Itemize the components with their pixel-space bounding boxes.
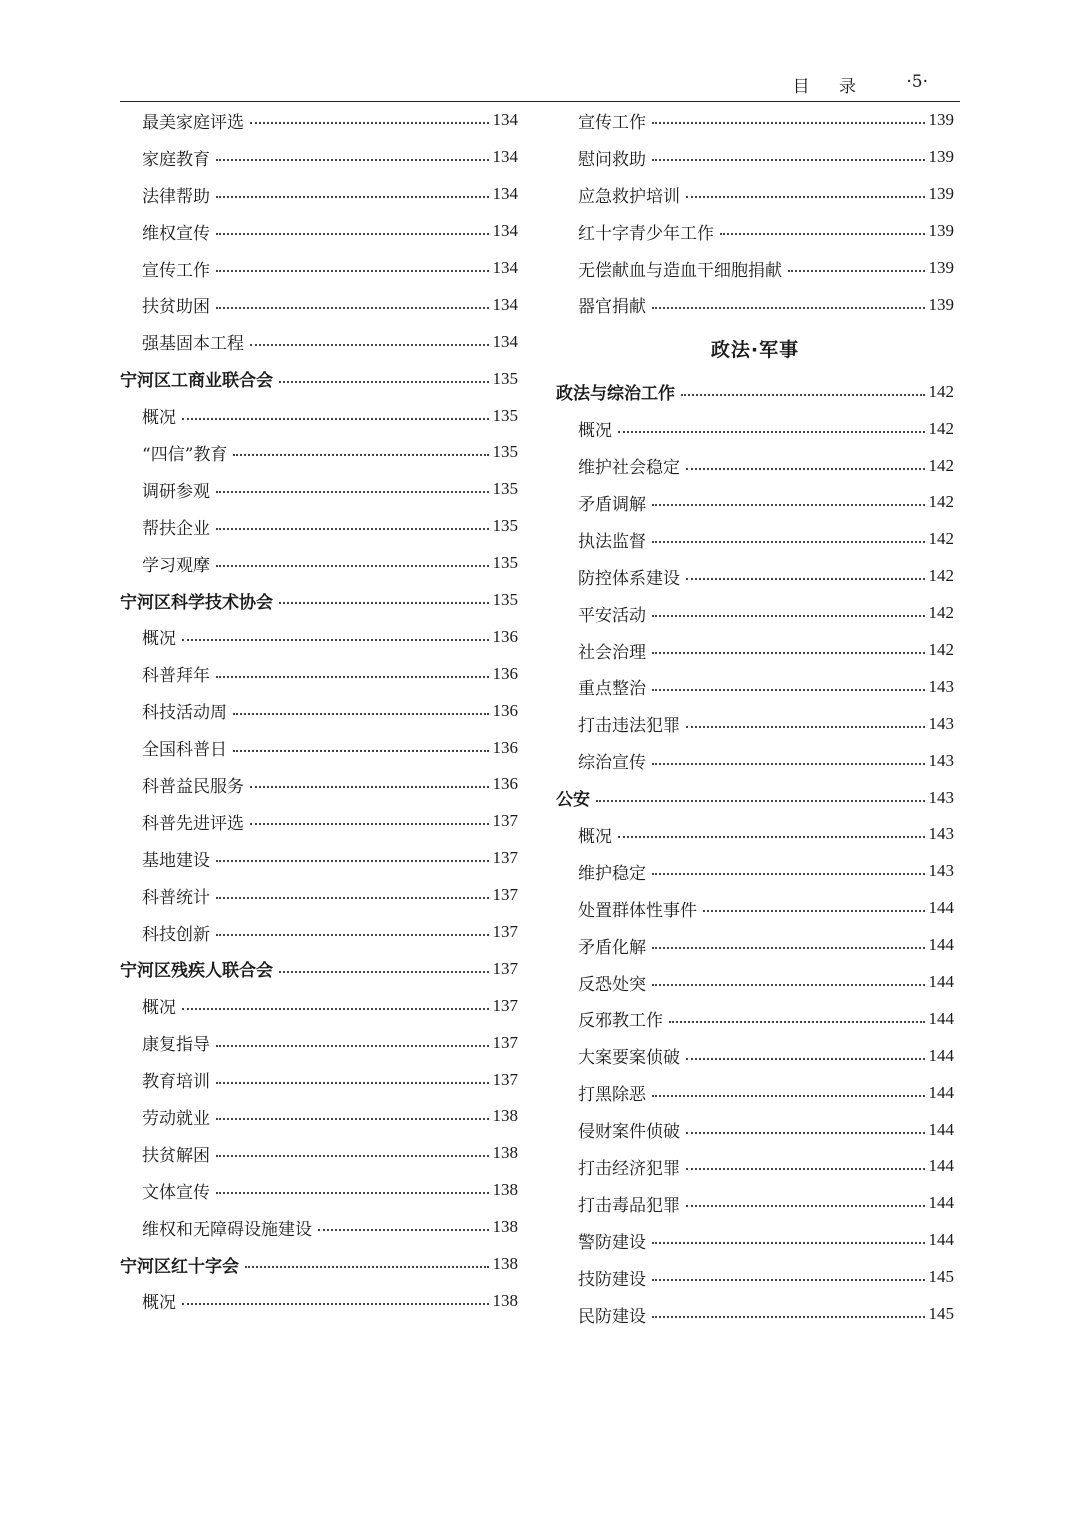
toc-left-column: [120, 102, 518, 1319]
dot-leader: [216, 1155, 489, 1157]
toc-entry[interactable]: [120, 471, 518, 508]
toc-entry-page: 138: [492, 1106, 518, 1126]
dot-leader: [216, 565, 489, 567]
toc-entry[interactable]: [556, 139, 954, 176]
toc-entry[interactable]: [120, 1172, 518, 1209]
toc-entry-label: 概况: [578, 421, 612, 442]
toc-entry[interactable]: [556, 447, 954, 484]
dot-leader: [250, 344, 489, 346]
toc-entry-page: 142: [928, 529, 954, 549]
dot-leader: [182, 418, 489, 420]
toc-entry-label: 宁河区残疾人联合会: [120, 961, 273, 982]
toc-entry-page: 139: [928, 147, 954, 167]
toc-entry-page: 142: [928, 640, 954, 660]
toc-entry[interactable]: [556, 816, 954, 853]
toc-entry-page: 137: [492, 922, 518, 942]
toc-entry[interactable]: [120, 397, 518, 434]
toc-entry-page: 144: [928, 1193, 954, 1213]
toc-entry-page: 137: [492, 811, 518, 831]
toc-entry[interactable]: [556, 1000, 954, 1037]
toc-entry-label: 警防建设: [578, 1232, 646, 1253]
dot-leader: [652, 541, 925, 543]
toc-entry-label: 调研参观: [142, 481, 210, 502]
dot-leader: [652, 122, 925, 124]
toc-entry-page: 143: [928, 713, 954, 733]
toc-entry-page: 144: [928, 972, 954, 992]
toc-entry-page: 137: [492, 958, 518, 978]
dot-leader: [652, 873, 925, 875]
dot-leader: [686, 196, 925, 198]
toc-entry[interactable]: [556, 853, 954, 890]
toc-entry-page: 142: [928, 418, 954, 438]
toc-entry[interactable]: [120, 840, 518, 877]
toc-entry[interactable]: [120, 803, 518, 840]
toc-entry-page: 144: [928, 1156, 954, 1176]
dot-leader: [652, 652, 925, 654]
toc-entry-page: 135: [492, 516, 518, 536]
dot-leader: [245, 1266, 489, 1268]
toc-entry-label: 侵财案件侦破: [578, 1122, 680, 1143]
dot-leader: [279, 971, 489, 973]
toc-entry-page: 135: [492, 590, 518, 610]
toc-entry-page: 134: [492, 147, 518, 167]
dot-leader: [279, 381, 489, 383]
toc-entry-label: 宣传工作: [142, 260, 210, 281]
toc-entry-label: 红十字青少年工作: [578, 223, 714, 244]
toc-entry-label: 维护稳定: [578, 863, 646, 884]
toc-entry-label: 宁河区科学技术协会: [120, 592, 273, 613]
toc-right-bottom: [556, 373, 954, 1332]
toc-entry-label: 处置群体性事件: [578, 900, 697, 921]
dot-leader: [233, 454, 488, 456]
toc-entry-label: 帮扶企业: [142, 518, 210, 539]
toc-entry[interactable]: [556, 890, 954, 927]
toc-entry[interactable]: [120, 250, 518, 287]
toc-entry[interactable]: [120, 213, 518, 250]
dot-leader: [720, 233, 925, 235]
toc-entry-label: 大案要案侦破: [578, 1048, 680, 1069]
toc-entry-page: 142: [928, 492, 954, 512]
toc-entry-label: 扶贫解困: [142, 1145, 210, 1166]
toc-entry-label: 科普统计: [142, 887, 210, 908]
dot-leader: [618, 836, 925, 838]
toc-entry-label: 扶贫助困: [142, 297, 210, 318]
toc-entry-label: 打击违法犯罪: [578, 716, 680, 737]
toc-entry-page: 139: [928, 294, 954, 314]
toc-entry-page: 137: [492, 1069, 518, 1089]
toc-entry[interactable]: [556, 1296, 954, 1333]
toc-entry[interactable]: [556, 213, 954, 250]
toc-entry-page: 143: [928, 787, 954, 807]
toc-entry-label: 康复指导: [142, 1035, 210, 1056]
dot-leader: [596, 800, 925, 802]
toc-entry-label: 重点整治: [578, 679, 646, 700]
toc-entry-label: 劳动就业: [142, 1108, 210, 1129]
dot-leader: [216, 270, 489, 272]
dot-leader: [233, 713, 489, 715]
toc-entry[interactable]: [556, 742, 954, 779]
dot-leader: [216, 897, 489, 899]
toc-entry[interactable]: [120, 176, 518, 213]
toc-entry[interactable]: [120, 1135, 518, 1172]
toc-entry[interactable]: [556, 964, 954, 1001]
toc-entry[interactable]: [556, 632, 954, 669]
dot-leader: [216, 233, 489, 235]
dot-leader: [182, 639, 489, 641]
toc-entry-label: 文体宣传: [142, 1182, 210, 1203]
toc-entry-label: 民防建设: [578, 1306, 646, 1327]
dot-leader: [250, 122, 489, 124]
toc-entry-label: 概况: [142, 998, 176, 1019]
toc-entry-label: 维权宣传: [142, 223, 210, 244]
toc-entry-page: 143: [928, 676, 954, 696]
toc-entry[interactable]: [120, 618, 518, 655]
toc-entry-page: 137: [492, 995, 518, 1015]
dot-leader: [318, 1229, 489, 1231]
toc-entry[interactable]: [556, 705, 954, 742]
toc-entry[interactable]: [556, 668, 954, 705]
dot-leader: [652, 1279, 925, 1281]
toc-entry-page: 138: [492, 1254, 518, 1274]
toc-entry[interactable]: [120, 286, 518, 323]
toc-entry-label: 科技创新: [142, 924, 210, 945]
toc-entry-label: 学习观摩: [142, 555, 210, 576]
toc-entry[interactable]: [556, 1185, 954, 1222]
toc-entry[interactable]: [120, 692, 518, 729]
toc-entry[interactable]: [120, 877, 518, 914]
toc-entry-label: 宁河区工商业联合会: [120, 371, 273, 392]
toc-entry-label: 全国科普日: [142, 740, 227, 761]
dot-leader: [216, 159, 489, 161]
toc-entry-page: 137: [492, 1032, 518, 1052]
dot-leader: [182, 1008, 489, 1010]
toc-entry-label: 打黑除恶: [578, 1085, 646, 1106]
toc-entry-label: 慰问救助: [578, 149, 646, 170]
toc-entry-page: 138: [492, 1180, 518, 1200]
toc-entry[interactable]: [120, 102, 518, 139]
toc-entry-page: 138: [492, 1217, 518, 1237]
dot-leader: [788, 270, 925, 272]
toc-entry-page: 143: [928, 861, 954, 881]
toc-entry-label: 教育培训: [142, 1072, 210, 1093]
toc-entry-label: 最美家庭评选: [142, 112, 244, 133]
dot-leader: [681, 394, 925, 396]
toc-entry[interactable]: [556, 102, 954, 139]
toc-entry-page: 142: [928, 603, 954, 623]
toc-entry[interactable]: [556, 1222, 954, 1259]
toc-right-top: [556, 102, 954, 323]
toc-heading-entry[interactable]: [120, 950, 518, 987]
dot-leader: [652, 1242, 925, 1244]
toc-entry[interactable]: [120, 1098, 518, 1135]
toc-heading-entry[interactable]: [556, 779, 954, 816]
dot-leader: [652, 1316, 925, 1318]
toc-entry[interactable]: [556, 1074, 954, 1111]
dot-leader: [216, 491, 489, 493]
toc-entry-page: 142: [928, 455, 954, 475]
toc-entry-label: 概况: [142, 408, 176, 429]
toc-heading-entry[interactable]: [120, 1246, 518, 1283]
toc-entry[interactable]: [556, 1259, 954, 1296]
toc-entry-label: 打击经济犯罪: [578, 1158, 680, 1179]
toc-entry-page: 134: [492, 221, 518, 241]
toc-entry-label: “四信”教育: [142, 444, 228, 465]
dot-leader: [216, 860, 489, 862]
dot-leader: [686, 578, 925, 580]
toc-heading-entry[interactable]: [120, 360, 518, 397]
toc-heading-entry[interactable]: [120, 582, 518, 619]
toc-entry[interactable]: [120, 323, 518, 360]
toc-entry-page: 134: [492, 331, 518, 351]
dot-leader: [686, 1132, 925, 1134]
toc-entry[interactable]: [556, 927, 954, 964]
toc-entry[interactable]: [120, 545, 518, 582]
dot-leader: [216, 676, 489, 678]
toc-entry-page: 134: [492, 294, 518, 314]
dot-leader: [216, 1118, 489, 1120]
dot-leader: [216, 1192, 489, 1194]
toc-entry[interactable]: [120, 655, 518, 692]
dot-leader: [686, 726, 925, 728]
toc-entry-page: 145: [928, 1304, 954, 1324]
toc-entry-label: 概况: [578, 826, 612, 847]
toc-entry-page: 135: [492, 553, 518, 573]
toc-entry-page: 142: [928, 566, 954, 586]
toc-entry-page: 136: [492, 626, 518, 646]
toc-entry-label: 基地建设: [142, 850, 210, 871]
toc-entry-page: 144: [928, 1082, 954, 1102]
toc-entry-page: 139: [928, 258, 954, 277]
toc-entry-page: 139: [928, 184, 954, 204]
toc-entry-page: 144: [928, 1045, 954, 1065]
dot-leader: [686, 1058, 925, 1060]
toc-entry-page: 143: [928, 750, 954, 770]
toc-entry-label: 反邪教工作: [578, 1011, 663, 1032]
toc-entry[interactable]: [556, 1148, 954, 1185]
toc-entry[interactable]: [120, 766, 518, 803]
toc-entry-label: 防控体系建设: [578, 568, 680, 589]
toc-entry[interactable]: [556, 286, 954, 323]
toc-entry-page: 136: [492, 737, 518, 757]
toc-entry[interactable]: [556, 595, 954, 632]
toc-entry-label: 科普拜年: [142, 666, 210, 687]
toc-entry[interactable]: [556, 410, 954, 447]
toc-entry-page: 135: [492, 479, 518, 499]
toc-entry[interactable]: [120, 1061, 518, 1098]
dot-leader: [686, 1205, 925, 1207]
toc-entry-page: 145: [928, 1267, 954, 1287]
toc-entry-label: 技防建设: [578, 1269, 646, 1290]
toc-entry-page: 139: [928, 110, 954, 130]
toc-entry-page: 136: [492, 700, 518, 720]
dot-leader: [686, 1168, 925, 1170]
dot-leader: [652, 947, 925, 949]
toc-entry-label: 科技活动周: [142, 703, 227, 724]
toc-entry-label: 社会治理: [578, 642, 646, 663]
toc-entry-page: 138: [492, 1290, 518, 1310]
dot-leader: [216, 1045, 489, 1047]
dot-leader: [216, 528, 489, 530]
dot-leader: [652, 689, 925, 691]
toc-heading-entry[interactable]: [556, 373, 954, 410]
toc-entry-label: 矛盾化解: [578, 937, 646, 958]
dot-leader: [686, 468, 925, 470]
toc-entry-label: 应急救护培训: [578, 186, 680, 207]
toc-entry-page: 135: [492, 368, 518, 388]
toc-entry-page: 136: [492, 774, 518, 794]
toc-entry-page: 139: [928, 221, 954, 241]
toc-entry-page: 144: [928, 1008, 954, 1028]
toc-entry[interactable]: [120, 729, 518, 766]
dot-leader: [216, 307, 489, 309]
toc-entry[interactable]: [120, 434, 518, 471]
toc-entry-label: 矛盾调解: [578, 494, 646, 515]
toc-entry-page: 144: [928, 1230, 954, 1250]
toc-entry-label: 政法与综治工作: [556, 384, 675, 405]
page-number: ·5·: [906, 72, 928, 92]
toc-entry-label: 家庭教育: [142, 149, 210, 170]
toc-entry-page: 134: [492, 258, 518, 277]
toc-entry-page: 144: [928, 935, 954, 955]
toc-entry-page: 142: [928, 381, 954, 401]
toc-entry-label: 科普先进评选: [142, 813, 244, 834]
dot-leader: [652, 159, 925, 161]
dot-leader: [652, 307, 925, 309]
dot-leader: [216, 196, 489, 198]
dot-leader: [652, 615, 925, 617]
toc-entry[interactable]: [120, 508, 518, 545]
toc-entry-label: 维权和无障碍设施建设: [142, 1219, 312, 1240]
toc-entry-label: 反恐处突: [578, 974, 646, 995]
toc-entry-page: 135: [492, 442, 518, 462]
dot-leader: [652, 1095, 925, 1097]
dot-leader: [279, 602, 489, 604]
dot-leader: [216, 934, 489, 936]
toc-entry-label: 公安: [556, 790, 590, 811]
dot-leader: [182, 1303, 489, 1305]
toc-entry[interactable]: [120, 1283, 518, 1320]
dot-leader: [618, 431, 925, 433]
toc-entry[interactable]: [120, 139, 518, 176]
toc-entry-page: 144: [928, 898, 954, 918]
toc-entry-label: 强基固本工程: [142, 334, 244, 355]
toc-entry[interactable]: [556, 176, 954, 213]
toc-entry-label: 科普益民服务: [142, 776, 244, 797]
toc-entry-page: 134: [492, 110, 518, 130]
toc-entry[interactable]: [120, 914, 518, 951]
running-head: [120, 70, 960, 100]
dot-leader: [250, 786, 489, 788]
toc-entry-label: 平安活动: [578, 605, 646, 626]
toc-entry[interactable]: [120, 1024, 518, 1061]
toc-entry[interactable]: [120, 987, 518, 1024]
toc-entry-label: 宣传工作: [578, 112, 646, 133]
toc-entry-label: 宁河区红十字会: [120, 1256, 239, 1277]
toc-entry-label: 器官捐献: [578, 297, 646, 318]
running-head-section: 目 录: [792, 77, 868, 97]
section-heading: 政法·军事: [710, 338, 800, 361]
toc-entry[interactable]: [556, 558, 954, 595]
toc-entry[interactable]: [120, 1209, 518, 1246]
toc-entry-page: 134: [492, 184, 518, 204]
toc-right-column: [556, 102, 954, 1333]
toc-entry-page: 137: [492, 848, 518, 868]
dot-leader: [250, 823, 489, 825]
dot-leader: [652, 763, 925, 765]
dot-leader: [652, 984, 925, 986]
toc-entry-label: 概况: [142, 1293, 176, 1314]
toc-entry-label: 执法监督: [578, 531, 646, 552]
toc-entry-label: 维护社会稳定: [578, 458, 680, 479]
dot-leader: [216, 1082, 489, 1084]
toc-entry[interactable]: [556, 521, 954, 558]
toc-entry-page: 143: [928, 824, 954, 844]
dot-leader: [703, 910, 925, 912]
toc-entry[interactable]: [556, 1037, 954, 1074]
dot-leader: [669, 1021, 925, 1023]
toc-entry-page: 138: [492, 1143, 518, 1163]
toc-entry-label: 概况: [142, 629, 176, 650]
toc-entry[interactable]: [556, 484, 954, 521]
toc-entry-label: 法律帮助: [142, 186, 210, 207]
toc-entry-page: 137: [492, 885, 518, 905]
toc-entry-label: 无偿献血与造血干细胞捐献: [578, 260, 782, 281]
toc-entry-label: 打击毒品犯罪: [578, 1195, 680, 1216]
toc-entry-page: 136: [492, 663, 518, 683]
toc-entry-label: 综治宣传: [578, 753, 646, 774]
toc-entry[interactable]: [556, 250, 954, 287]
dot-leader: [652, 504, 925, 506]
toc-entry[interactable]: [556, 1111, 954, 1148]
dot-leader: [233, 750, 489, 752]
toc-entry-page: 135: [492, 405, 518, 425]
toc-entry-page: 144: [928, 1119, 954, 1139]
